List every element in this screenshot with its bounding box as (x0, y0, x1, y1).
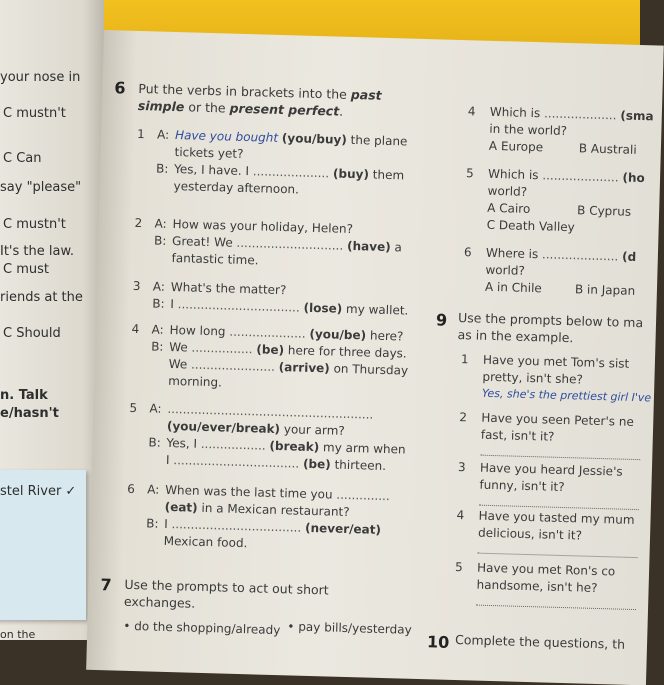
answer-blank[interactable]: ................... (543, 106, 617, 123)
option-a[interactable]: A Europe (488, 138, 544, 155)
line-text: Where is (485, 245, 539, 262)
speaker-label: B: (155, 161, 169, 176)
answer-text: Have you bought (174, 128, 279, 145)
left-text-line: n. Talk (0, 388, 48, 403)
left-text-line: riends at the (0, 290, 83, 305)
exercise-6-number: 6 (114, 78, 126, 98)
answer-blank[interactable]: ............................ (236, 235, 344, 253)
item-number: 3 (132, 278, 141, 294)
question-line (490, 105, 654, 124)
option-b[interactable]: B in Japan (574, 282, 636, 298)
line-text: I (164, 516, 168, 531)
verb-prompt: (you/be) (309, 326, 367, 343)
line-text: How was your holiday, Helen? (172, 216, 354, 237)
instr-text: Put the verbs in brackets into the (138, 80, 348, 102)
line-text: on Thursday (333, 361, 409, 378)
line-text: We (168, 356, 188, 372)
line-text: Which is (489, 104, 541, 121)
item-number: 5 (129, 400, 138, 416)
line-text: them (372, 167, 405, 183)
line-text: Yes, I (166, 435, 198, 451)
line-text: yesterday afternoon. (173, 179, 300, 197)
verb-prompt: (you/ever/break) (166, 418, 281, 437)
answer-blank[interactable] (480, 445, 640, 460)
question-line (488, 167, 645, 185)
option-b[interactable]: B Cyprus (576, 203, 632, 219)
exercise-7-bullet: • pay bills/yesterday (287, 619, 412, 637)
dialogue-line (171, 251, 258, 267)
speaker-label: B: (152, 296, 165, 311)
line-text: Yes, I have. I (173, 162, 250, 179)
answer-blank[interactable]: ................................ (177, 297, 300, 315)
line-text: morning. (168, 373, 223, 390)
exercise-7-instruction-2: exchanges. (123, 593, 196, 611)
line-text: thirteen. (334, 457, 387, 474)
left-text-line: C must (3, 262, 49, 277)
item-number: 5 (465, 166, 474, 181)
line-text: I (165, 452, 170, 467)
line-text: here? (369, 328, 404, 344)
option-a[interactable]: A in Chile (484, 279, 542, 296)
left-text-line: on the (0, 628, 36, 641)
item-number: 1 (460, 352, 469, 367)
left-text-line: It's the law. (0, 244, 75, 259)
answer-blank[interactable]: ................ (191, 340, 253, 357)
verb-prompt: (have) (346, 238, 391, 255)
line-text: world? (485, 262, 526, 278)
dialogue-line (167, 402, 373, 422)
line-text: What's the matter? (170, 279, 287, 298)
instr-italic: past (350, 86, 382, 103)
verb-prompt: (sma (620, 108, 654, 124)
answer-blank[interactable]: .................................. (171, 517, 302, 535)
dialogue-line (174, 145, 243, 161)
speaker-label: B: (146, 516, 159, 531)
option-c[interactable]: C Death Valley (486, 217, 575, 235)
verb-prompt: (ho (622, 170, 645, 186)
left-text-line: say "please" (0, 180, 82, 195)
verb-prompt: (lose) (303, 300, 343, 316)
line-text: a (394, 240, 403, 255)
item-number: 2 (134, 215, 143, 231)
line-text: Have you met Tom's sist (482, 352, 630, 371)
line-text: in the world? (489, 121, 568, 138)
line-text: Have you heard Jessie's (479, 460, 623, 479)
line-text: your arm? (283, 422, 345, 438)
instr-text: or the (188, 99, 226, 116)
item-number: 4 (467, 104, 476, 119)
verb-prompt: (eat) (164, 499, 198, 515)
line-text: Great! We (171, 233, 233, 250)
item-number: 4 (456, 508, 465, 523)
exercise-6-instruction-2 (138, 98, 344, 119)
dialogue-line (165, 500, 350, 519)
note-text: stel River ✓ (0, 484, 77, 499)
exercise-9-instruction: Use the prompts below to ma (457, 310, 644, 331)
left-text-line: your nose in (0, 70, 81, 85)
line-text: Have you tasted my mum (478, 508, 635, 528)
answer-blank[interactable]: ...................................................... (167, 401, 374, 422)
line-text: Mexican food. (163, 533, 248, 551)
answer-blank[interactable] (478, 543, 638, 558)
answer-blank[interactable]: ...................... (190, 357, 276, 374)
line-text: delicious, isn't it? (477, 525, 583, 543)
speaker-label: A: (146, 482, 160, 497)
speaker-label: A: (152, 279, 166, 294)
line-text: Have you met Ron's co (476, 560, 616, 579)
answer-blank[interactable]: .................... (541, 247, 619, 264)
left-page (0, 0, 104, 640)
right-page (86, 30, 664, 685)
line-text: When was the last time you (164, 482, 333, 502)
left-text-line: C Can (3, 151, 42, 166)
dialogue-line (166, 453, 386, 473)
line-text: the plane (350, 132, 408, 149)
item-number: 3 (457, 460, 466, 475)
line-text: We (168, 339, 188, 355)
sticky-note (0, 470, 86, 620)
left-text-line: e/hasn't (0, 406, 59, 421)
question-line (486, 246, 637, 264)
dialogue-line (172, 217, 353, 236)
exercise-7-number: 7 (100, 575, 112, 595)
line-text: here for three days. (287, 343, 407, 361)
speaker-label: A: (149, 401, 162, 416)
line-text: funny, isn't it? (479, 477, 565, 495)
answer-blank[interactable] (476, 595, 636, 610)
option-b[interactable]: B Australi (578, 141, 637, 157)
line-text: world? (487, 183, 528, 199)
line-text: fast, isn't it? (480, 427, 555, 444)
dialogue-line (164, 534, 248, 550)
line-text: in a Mexican restaurant? (201, 500, 350, 520)
left-text-line: C mustn't (3, 217, 66, 232)
verb-prompt: (you/buy) (281, 131, 348, 147)
left-text-line: C Should (3, 326, 61, 341)
item-number: 6 (463, 245, 472, 260)
verb-prompt: (be) (302, 456, 331, 472)
speaker-label: B: (150, 339, 164, 354)
dialogue-line (168, 374, 222, 389)
verb-prompt: (break) (269, 438, 320, 455)
line-text: handsome, isn't he? (476, 577, 598, 595)
item-number: 5 (454, 560, 463, 575)
option-a[interactable]: A Cairo (486, 200, 531, 216)
answer-blank[interactable]: .................... (229, 324, 306, 341)
answer-blank[interactable]: ................................. (173, 453, 300, 471)
line-text: my wallet. (345, 301, 409, 318)
line-text: Have you seen Peter's ne (481, 410, 635, 429)
verb-prompt: (d (621, 249, 637, 264)
item-number: 4 (131, 321, 140, 337)
line-text: tickets yet? (174, 145, 244, 161)
line-text: fantastic time. (171, 250, 259, 268)
dialogue-line (170, 297, 408, 318)
left-text-line: C mustn't (3, 106, 66, 121)
item-number: 6 (127, 481, 136, 497)
dialogue-line (171, 280, 287, 297)
exercise-7-instruction: Use the prompts to act out short (124, 576, 329, 598)
item-number: 2 (459, 410, 468, 425)
dialogue-line (167, 419, 345, 438)
verb-prompt: (buy) (332, 166, 370, 182)
instr-text: . (338, 103, 344, 119)
line-text: I (170, 296, 175, 312)
exercise-10-instruction: Complete the questions, th (454, 632, 626, 652)
speaker-label: A: (154, 216, 167, 231)
speaker-label: A: (156, 127, 170, 142)
answer-blank[interactable]: .................... (542, 168, 619, 185)
verb-prompt: (arrive) (278, 360, 330, 376)
answer-blank[interactable]: .............. (336, 487, 390, 504)
line-text: How long (169, 322, 226, 339)
example-answer: Yes, she's the prettiest girl I've (481, 386, 652, 405)
item-number: 1 (136, 126, 145, 142)
line-text: pretty, isn't she? (482, 369, 584, 387)
exercise-9-number: 9 (435, 310, 448, 330)
speaker-label: A: (151, 322, 164, 337)
verb-prompt: (never/eat) (304, 520, 382, 537)
answer-blank[interactable]: ................. (200, 436, 266, 453)
speaker-label: B: (148, 435, 161, 450)
exercise-10-number: 10 (426, 632, 450, 652)
speaker-label: B: (153, 233, 167, 248)
line-text: Which is (487, 166, 539, 183)
exercise-9-instruction-2: as in the example. (457, 326, 574, 346)
dialogue-line (173, 179, 299, 196)
answer-blank[interactable]: .................... (252, 164, 330, 181)
instr-italic: present perfect (229, 100, 340, 119)
exercise-7-bullet: • do the shopping/already (123, 618, 281, 638)
line-text: my arm when (322, 440, 406, 457)
answer-blank[interactable] (479, 495, 639, 510)
verb-prompt: (be) (256, 342, 285, 358)
instr-italic: simple (137, 97, 185, 115)
